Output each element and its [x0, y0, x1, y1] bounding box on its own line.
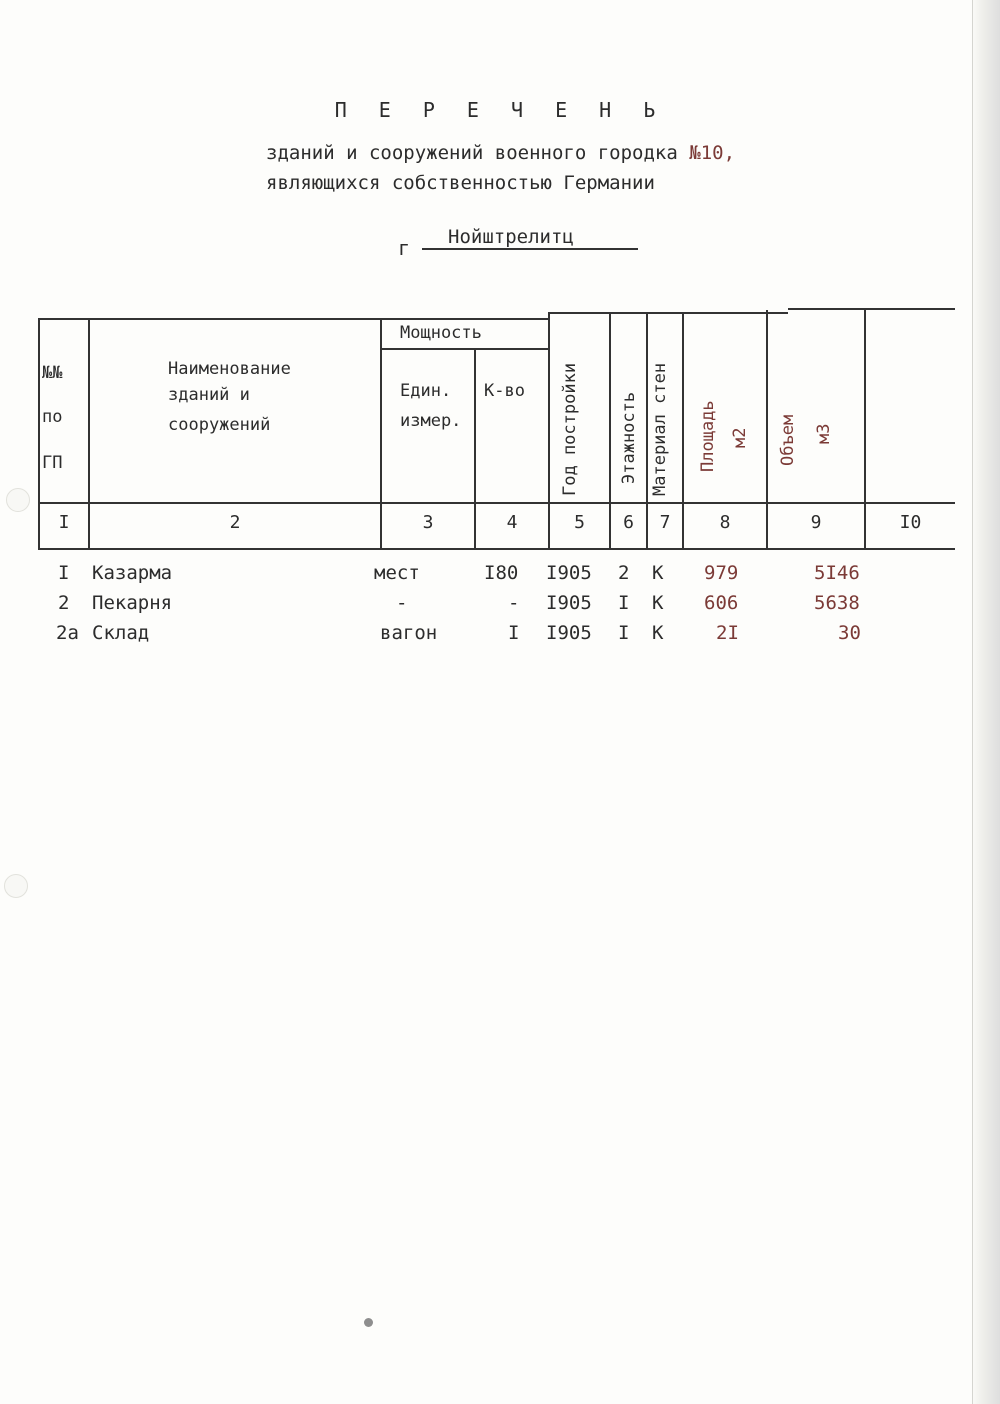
header-name-line: сооружений	[168, 415, 271, 435]
column-number: 5	[574, 512, 585, 533]
city-name: Нойштрелитц	[448, 226, 574, 248]
header-area	[698, 400, 718, 472]
header-number-line: по	[42, 407, 63, 427]
row-material: К	[652, 562, 664, 584]
subtitle-text: зданий и сооружений военного городка	[266, 142, 678, 164]
header-unit-line: измер.	[400, 411, 462, 431]
subtitle-line-1	[266, 142, 735, 164]
header-area-label: Площадь	[698, 400, 718, 472]
table-border	[548, 312, 788, 314]
row-name: Казарма	[92, 562, 173, 584]
row-number: 2а	[56, 622, 79, 644]
header-area-unit: м2	[730, 427, 750, 448]
header-year: Год постройки	[560, 362, 580, 496]
row-quantity: I80	[484, 562, 519, 584]
table-border	[38, 548, 955, 550]
header-floors: Этажность	[619, 391, 639, 484]
header-volume: Объем	[778, 414, 798, 466]
header-unit	[400, 376, 461, 436]
row-area: 2I	[716, 622, 739, 644]
header-quantity: К-во	[484, 381, 525, 401]
row-quantity: I	[508, 622, 520, 644]
header-name-line: зданий и	[168, 385, 250, 405]
table-border	[380, 348, 548, 350]
row-year: I905	[546, 622, 592, 644]
table-border	[788, 308, 955, 310]
table-row	[0, 592, 1000, 622]
header-capacity: Мощность	[400, 323, 482, 343]
punch-hole	[4, 874, 28, 898]
row-material: К	[652, 622, 664, 644]
city-prefix: г	[398, 236, 411, 260]
column-number: 9	[810, 512, 822, 533]
column-number: 3	[422, 512, 434, 533]
page-edge-shadow	[972, 0, 1000, 1404]
column-number: 8	[719, 512, 731, 533]
row-floors: I	[618, 592, 630, 614]
row-number: 2	[58, 592, 70, 614]
row-name: Пекарня	[92, 592, 173, 614]
row-number: I	[58, 562, 70, 584]
subtitle-line-2: являющихся собственностью Германии	[266, 172, 655, 194]
row-area: 979	[704, 562, 739, 584]
city-underline	[422, 248, 638, 250]
header-volume-unit: м3	[814, 423, 834, 444]
row-volume: 5638	[814, 592, 860, 614]
document-title: П Е Р Е Ч Е Н Ь	[334, 98, 666, 122]
buildings-table-header	[38, 318, 955, 550]
punch-hole	[6, 488, 30, 512]
column-number: I0	[899, 512, 922, 533]
table-border	[38, 502, 955, 504]
page-edge-line	[972, 0, 973, 1404]
row-volume: 30	[838, 622, 861, 644]
column-number: 4	[506, 512, 518, 533]
row-floors: I	[618, 622, 630, 644]
header-number-line: №№	[42, 363, 63, 383]
header-name-line: Наименование	[168, 359, 291, 379]
row-quantity: -	[508, 592, 520, 614]
gorodok-number: №10,	[689, 142, 736, 164]
header-unit-line: Един.	[400, 381, 452, 401]
row-unit: -	[396, 592, 408, 614]
header-number-line: ГП	[42, 453, 63, 473]
header-name	[168, 354, 291, 440]
row-volume: 5I46	[814, 562, 860, 584]
row-material: К	[652, 592, 664, 614]
column-number: 7	[659, 512, 671, 533]
header-wall-material: Материал стен	[650, 362, 670, 496]
table-row	[0, 562, 1000, 592]
row-unit: вагон	[380, 622, 438, 644]
row-unit: мест	[374, 562, 420, 584]
column-number: 2	[229, 512, 241, 533]
row-year: I905	[546, 562, 592, 584]
row-area: 606	[704, 592, 739, 614]
row-name: Склад	[92, 622, 150, 644]
column-number: 6	[623, 512, 634, 533]
table-row	[0, 622, 1000, 652]
column-number: I	[58, 512, 70, 533]
header-number	[42, 358, 62, 478]
row-year: I905	[546, 592, 592, 614]
speck-mark	[364, 1318, 373, 1327]
row-floors: 2	[618, 562, 630, 584]
